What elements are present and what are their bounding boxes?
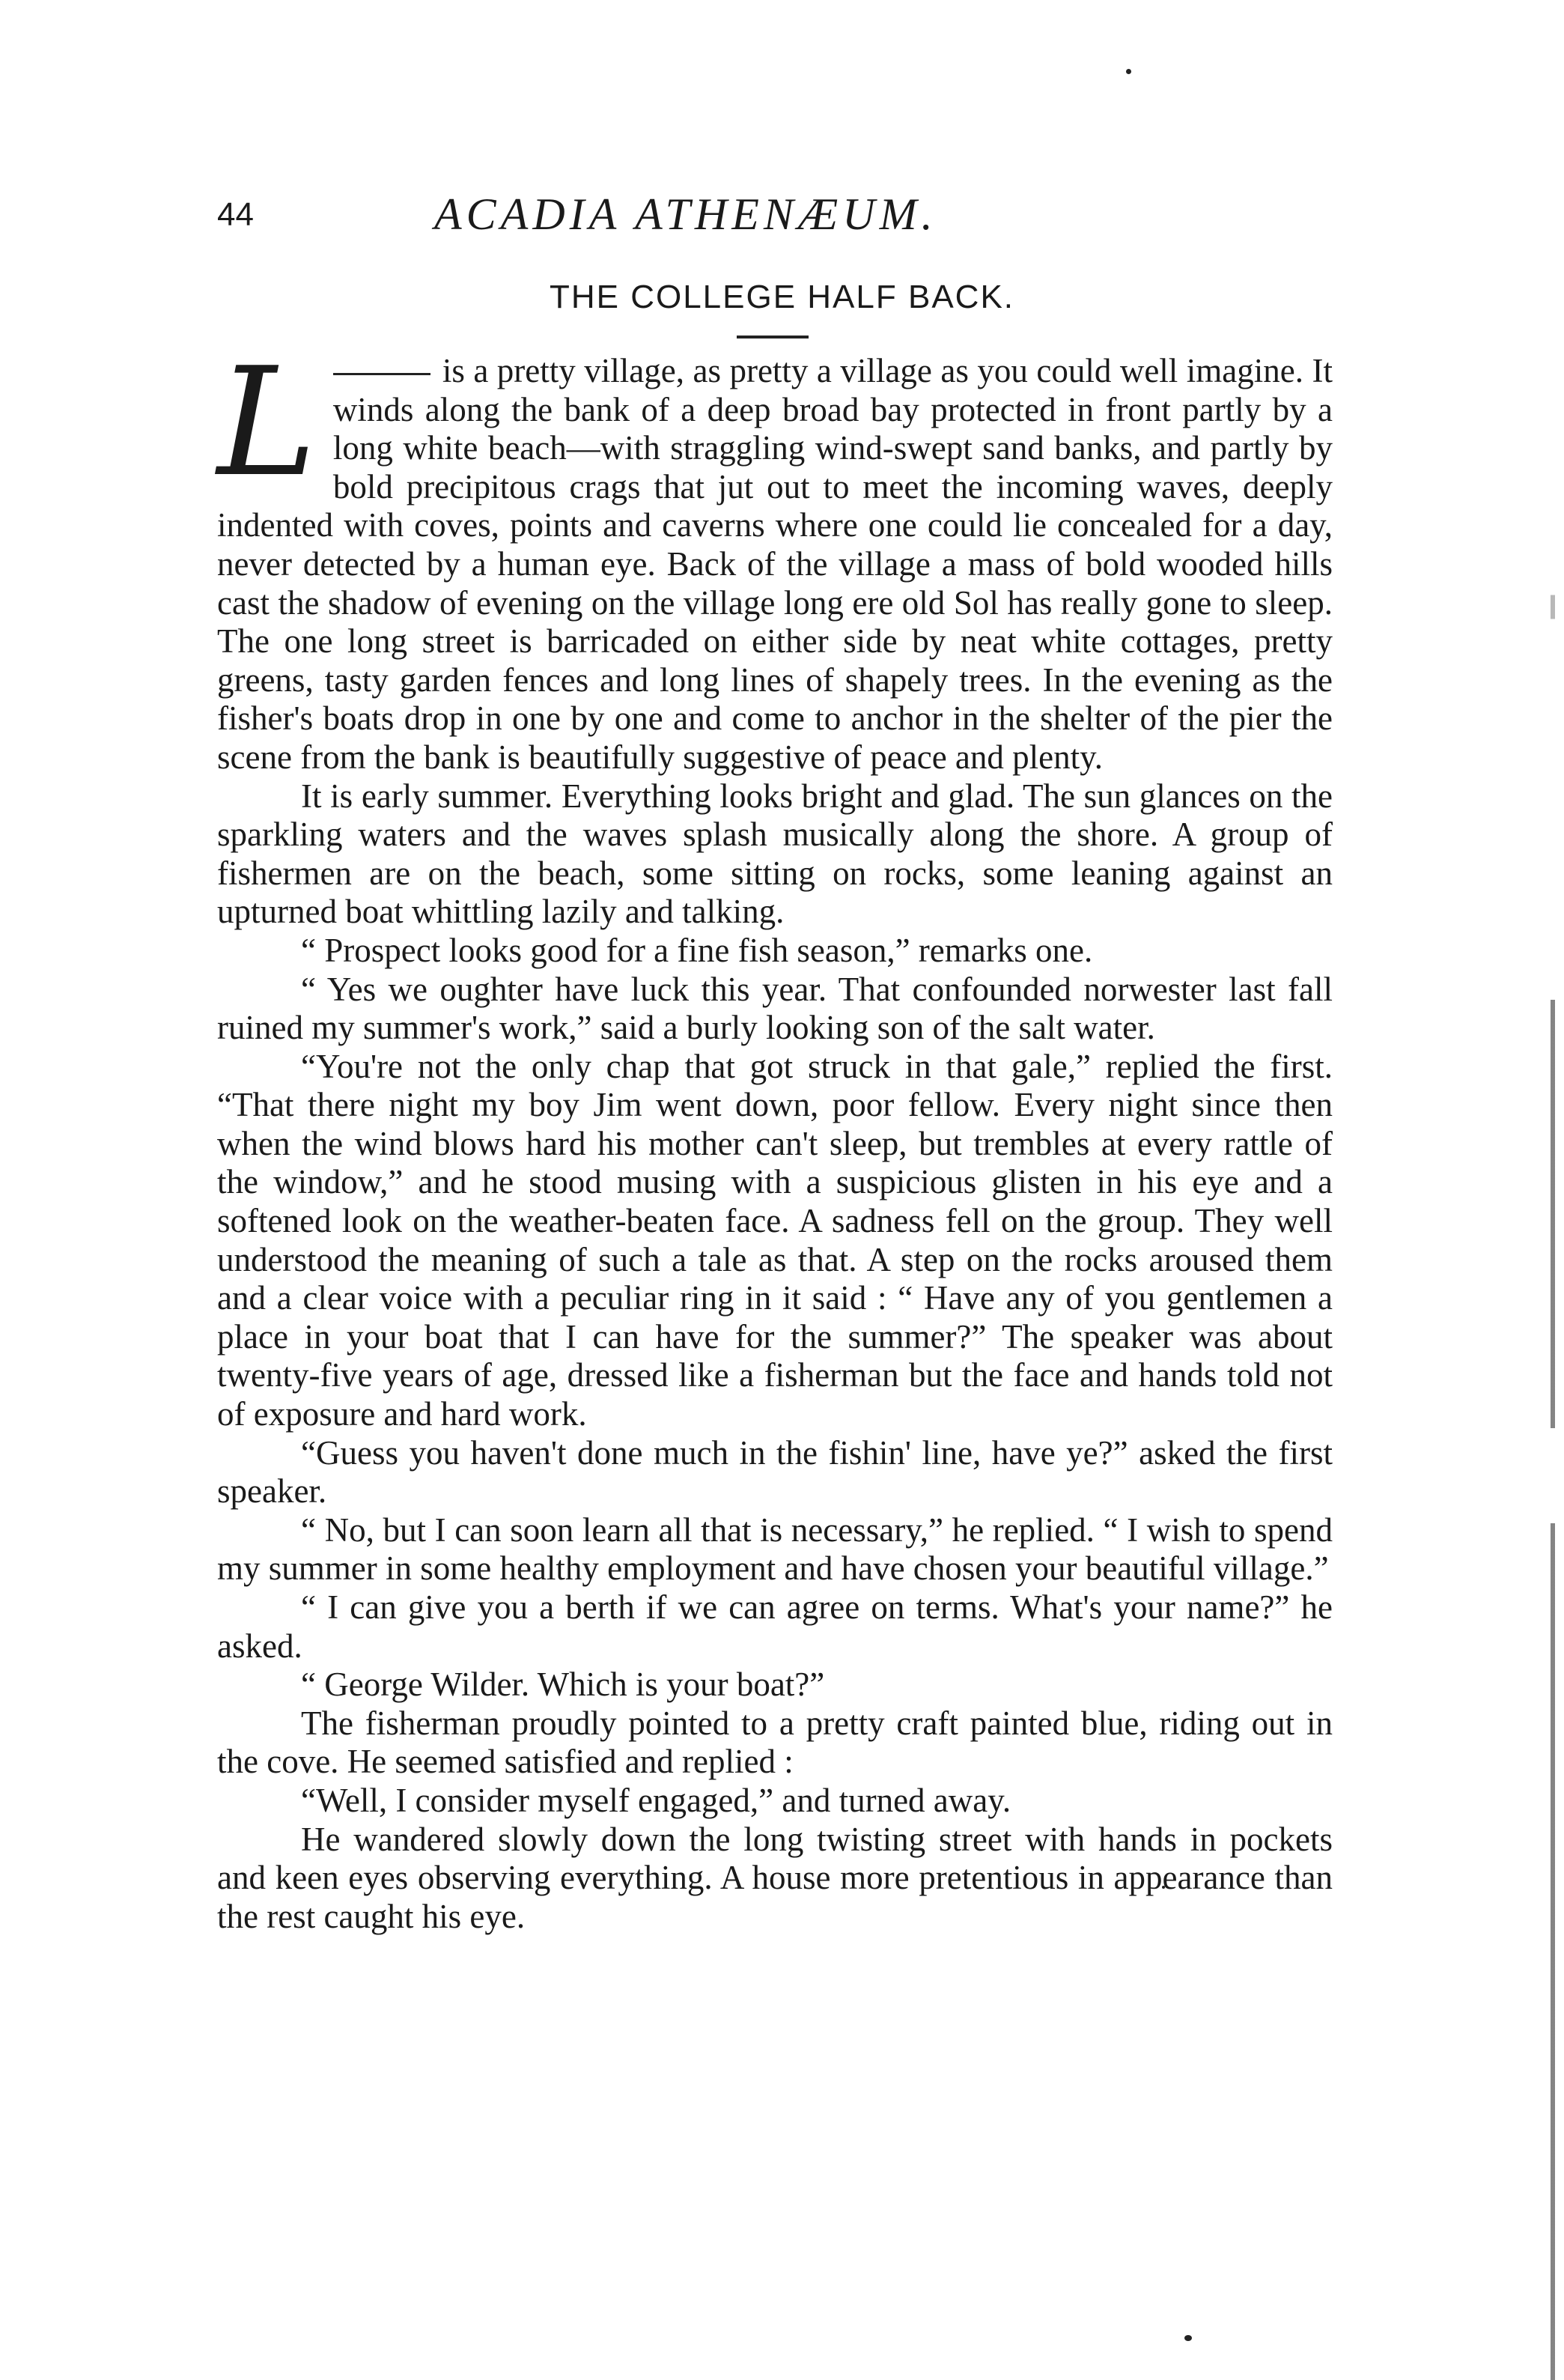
paragraph: The fisherman proudly pointed to a pretty craft painted blue, riding out in the cove. He seemed satisfied and replied : [217, 1704, 1333, 1781]
article-body [217, 336, 1333, 1936]
page-edge-shadow [1551, 0, 1555, 2380]
name-dash [333, 373, 430, 375]
paragraph-text: is a pretty village, as pretty a village as you could well imagine. It winds along the bank of a deep broad bay protected in front partly by a long white beach—with straggling wind-swept sand banks, and partly by bold precipitous crags that jut out to meet the incoming waves, deeply indented with coves, points and caverns where one could lie concealed for a day, never detected by a human eye. Back of the village a mass of bold wooded hills cast the shadow of evening on the village long ere old Sol has really gone to sleep. The one long street is barricaded on either side by neat white cottages, pretty greens, tasty garden fences and long lines of shapely trees. In the evening as the fisher's boats drop in one by one and come to anchor in the shelter of the pier the scene from the bank is beautifully suggestive of peace and plenty. [217, 352, 1333, 776]
paragraph [217, 336, 1333, 777]
running-head: ACADIA ATHENÆUM. [434, 189, 937, 239]
paragraph: “Guess you haven't done much in the fishin' line, have ye?” asked the first speaker. [217, 1433, 1333, 1511]
paragraph: He wandered slowly down the long twisting street with hands in pockets and keen eyes observing everything. A house more pretentious in appearance than the rest caught his eye. [217, 1820, 1333, 1935]
paragraph: “ Prospect looks good for a fine fish season,” remarks one. [301, 931, 1093, 969]
paragraph: “ I can give you a berth if we can agree on terms. What's your name?” he asked. [217, 1588, 1333, 1665]
title-divider [737, 336, 809, 339]
page-number: 44 [217, 196, 254, 233]
paragraph: “Well, I consider myself engaged,” and turned away. [301, 1781, 1011, 1819]
paragraph: “ George Wilder. Which is your boat?” [301, 1666, 825, 1704]
article-title: THE COLLEGE HALF BACK. [549, 279, 1015, 315]
scan-speck [1126, 69, 1131, 74]
paragraph: It is early summer. Everything looks bright and glad. The sun glances on the sparkling waters and the waves splash musically along the shore. A group of fishermen are on the beach, some sitting on rocks, some leaning against an upturned boat whittling lazily and talking. [217, 777, 1333, 931]
paragraph: “ Yes we oughter have luck this year. That confounded norwester last fall ruined my summer's work,” said a burly looking son of the salt water. [217, 970, 1333, 1047]
page-header [217, 189, 1340, 249]
paragraph: “ No, but I can soon learn all that is necessary,” he replied. “ I wish to spend my summer in some healthy employment and have chosen your beautiful village.” [217, 1511, 1333, 1588]
drop-cap: L [217, 336, 317, 510]
paragraph: “You're not the only chap that got struck in that gale,” replied the first. “That there night my boy Jim went down, poor fellow. Every night since then when the wind blows hard his mother can't sleep, but trembles at every rattle of the window,” and he stood musing with a suspicious glisten in his eye and a softened look on the weather-beaten face. A sadness fell on the group. They well understood the meaning of such a tale as that. A step on the rocks aroused them and a clear voice with a peculiar ring in it said : “ Have any of you gentlemen a place in your boat that I can have for the summer?” The speaker was about twenty-five years of age, dressed like a fisherman but the face and hands told not of exposure and hard work. [217, 1047, 1333, 1433]
scan-speck [1184, 2335, 1192, 2341]
